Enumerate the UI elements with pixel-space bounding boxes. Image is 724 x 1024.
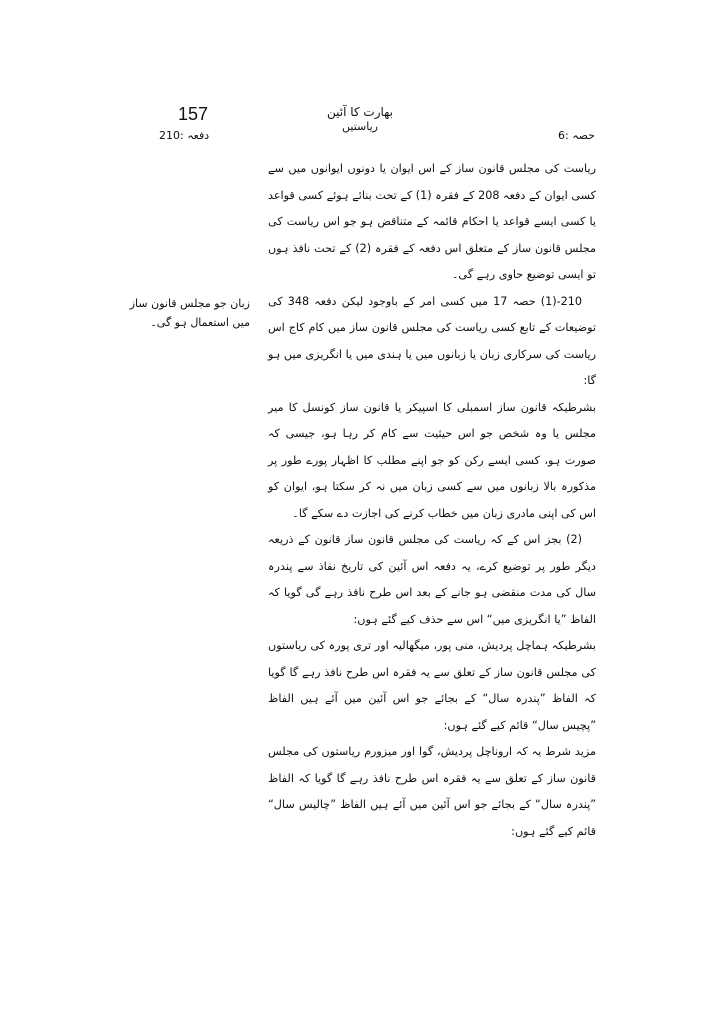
section-reference: دفعہ :210 (159, 129, 210, 142)
body-text (268, 156, 596, 845)
paragraph-proviso-3: مزید شرط یہ کہ اروناچل پردیش، گوا اور میزورم ریاستوں کی مجلس قانون ساز کے تعلق سے یہ فقرہ اس طرح نافذ رہے گا گویا کہ الفاظ ”پندرہ سال“ کے بجائے جو اس آئین میں آئے ہیں الفاظ ”چالیس سال“ قائم کیے گئے ہوں: (268, 745, 596, 838)
paragraph-proviso-1: بشرطیکہ قانون ساز اسمبلی کا اسپیکر یا قانون ساز کونسل کا میر مجلس یا وہ شخص جو اس حیثیت سے کام کر رہا ہو، جیسی کہ صورت ہو، کسی ایسے رکن کو جو اپنے مطلب کا اظہار پورے طور پر مذکورہ بالا زبانوں میں سے کسی زبان میں نہ کر سکتا ہو، ایوان کو اس کی اپنی مادری زبان میں خطاب کرنے کی اجازت دے سکے گا۔ (268, 400, 596, 520)
paragraph-proviso-2: بشرطیکہ ہماچل پردیش، منی پور، میگھالیہ اور تری پورہ کی ریاستوں کی مجلس قانون ساز کے تعلق سے یہ فقرہ اس طرح نافذ رہے گا گویا کہ الفاظ ”پندرہ سال“ کے بجائے جو اس آئین میں آئے ہیں الفاظ ”پچیس سال“ قائم کیے گئے ہوں: (268, 639, 596, 732)
part-reference: حصہ :6 (558, 129, 595, 142)
chapter-title: ریاستیں (342, 120, 378, 133)
paragraph-section-210-1: 210-(1) حصہ 17 میں کسی امر کے باوجود لیکن دفعہ 348 کی توضیعات کے تابع کسی ریاست کی مجلس قانون ساز میں کام کاج اس ریاست کی سرکاری زبان یا زبانوں میں یا ہندی میں یا انگریزی میں ہو گا: (268, 294, 596, 387)
book-title: بھارت کا آئین (326, 105, 394, 119)
page-number: 157 (178, 104, 209, 124)
paragraph-section-210-2: (2) بجز اس کے کہ ریاست کی مجلس قانون ساز قانون کے ذریعہ دیگر طور پر توضیع کرے، یہ دفعہ اس آئین کی تاریخ نفاذ سے پندرہ سال کی مدت منقضی ہو جانے کے بعد اس طرح نافذ رہے گی گویا کہ الفاظ ”یا انگریزی میں“ اس سے حذف کیے گئے ہوں: (268, 533, 596, 626)
margin-note: زبان جو مجلس قانون ساز میں استعمال ہو گی۔ (129, 297, 250, 329)
running-header (310, 104, 410, 134)
paragraph-continuation: ریاست کی مجلس قانون ساز کے اس ایوان یا دونوں ایوانوں میں سے کسی ایوان کے دفعہ 208 کے فقرہ (1) کے تحت بنائے ہوئے کسی قواعد یا کسی ایسے قواعد یا احکام قائمہ کے متناقض ہو جو اس ریاست کی مجلس قانون ساز کے متعلق اس دفعہ کے فقرہ (2) کے تحت نافذ ہوں تو ایسی توضیع حاوی رہے گی۔ (268, 162, 596, 281)
